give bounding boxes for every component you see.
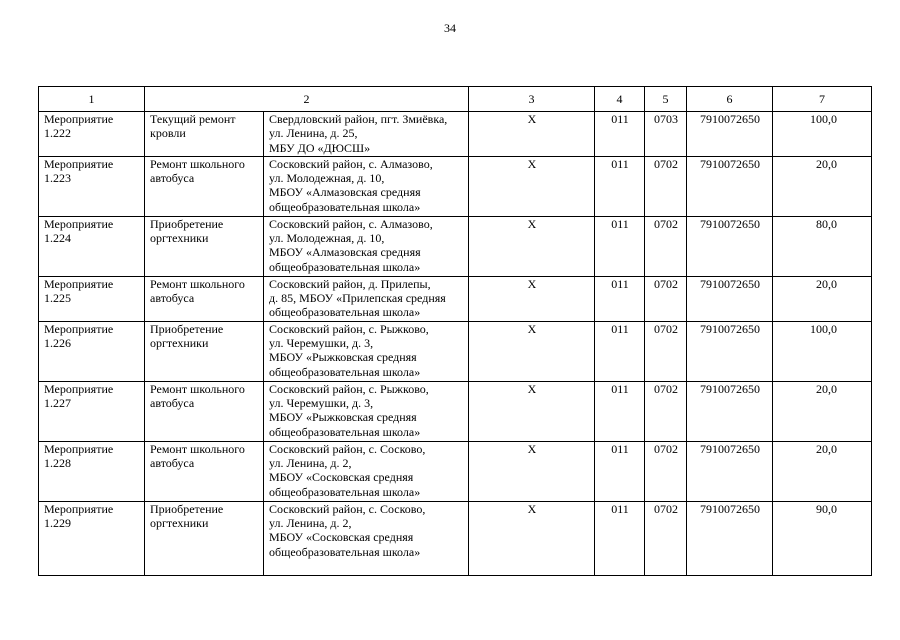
amount-cell-text: 80,0	[816, 216, 837, 231]
amount-cell	[773, 381, 872, 441]
event-cell	[39, 276, 145, 321]
event-cell	[39, 381, 145, 441]
work-cell-text: Приобретение оргтехники	[150, 501, 224, 531]
mark-cell-text: Х	[527, 321, 537, 336]
mark-cell	[469, 156, 595, 216]
section-cell	[645, 156, 687, 216]
mark-cell	[469, 321, 595, 381]
table-header-row	[39, 87, 872, 112]
code-cell	[595, 216, 645, 276]
work-cell-text: Ремонт школьного автобуса	[150, 276, 245, 306]
target-code-cell	[687, 156, 773, 216]
target-code-cell	[687, 501, 773, 575]
mark-cell-text: Х	[527, 156, 537, 171]
amount-cell-text: 20,0	[816, 276, 837, 291]
amount-cell-text: 20,0	[816, 381, 837, 396]
work-cell	[145, 112, 264, 157]
amount-cell-text: 100,0	[810, 112, 837, 126]
mark-cell-text: Х	[527, 501, 537, 516]
code-cell-text: 011	[611, 441, 629, 456]
mark-cell-text: Х	[527, 381, 537, 396]
code-cell-text: 011	[611, 216, 629, 231]
work-cell-text: Ремонт школьного автобуса	[150, 381, 245, 411]
target-code-cell	[687, 381, 773, 441]
code-cell-text: 011	[611, 276, 629, 291]
code-cell	[595, 276, 645, 321]
code-cell	[595, 321, 645, 381]
mark-cell	[469, 381, 595, 441]
table-row	[39, 156, 872, 216]
event-cell	[39, 501, 145, 575]
target-code-cell-text: 7910072650	[700, 216, 760, 231]
target-code-cell	[687, 441, 773, 501]
target-code-cell	[687, 216, 773, 276]
address-cell	[264, 112, 469, 157]
address-cell	[264, 276, 469, 321]
section-cell-text: 0702	[654, 321, 678, 336]
address-cell-text: Сосковский район, с. Сосково, ул. Ленина, д. 2, МБОУ «Сосковская средняя общеобразовательная школа»	[269, 501, 426, 559]
section-cell	[645, 381, 687, 441]
mark-cell	[469, 501, 595, 575]
work-cell-text: Текущий ремонт кровли	[150, 112, 236, 141]
target-code-cell	[687, 112, 773, 157]
amount-cell	[773, 276, 872, 321]
work-cell-text: Приобретение оргтехники	[150, 216, 224, 246]
amount-cell-text: 100,0	[810, 321, 837, 336]
mark-cell-text: Х	[527, 216, 537, 231]
address-cell-text: Сосковский район, с. Рыжково, ул. Черемушки, д. 3, МБОУ «Рыжковская средняя общеобразовательная школа»	[269, 321, 429, 379]
table-row	[39, 321, 872, 381]
event-cell-text: Мероприятие 1.223	[44, 156, 114, 186]
work-cell	[145, 276, 264, 321]
event-cell-text: Мероприятие 1.227	[44, 381, 114, 411]
code-cell	[595, 501, 645, 575]
mark-cell	[469, 112, 595, 157]
target-code-cell	[687, 276, 773, 321]
target-code-cell-text: 7910072650	[700, 276, 760, 291]
budget-table	[38, 86, 872, 576]
section-cell-text: 0702	[654, 276, 678, 291]
table-row	[39, 501, 872, 575]
table-row	[39, 216, 872, 276]
code-cell	[595, 156, 645, 216]
target-code-cell-text: 7910072650	[700, 156, 760, 171]
mark-cell	[469, 441, 595, 501]
amount-cell	[773, 156, 872, 216]
amount-cell-text: 20,0	[816, 441, 837, 456]
target-code-cell-text: 7910072650	[700, 441, 760, 456]
header-cell-6: 6	[687, 87, 773, 112]
table-row	[39, 441, 872, 501]
section-cell	[645, 321, 687, 381]
code-cell	[595, 441, 645, 501]
work-cell	[145, 501, 264, 575]
work-cell	[145, 381, 264, 441]
mark-cell	[469, 276, 595, 321]
address-cell	[264, 381, 469, 441]
work-cell-text: Ремонт школьного автобуса	[150, 441, 245, 471]
event-cell-text: Мероприятие 1.224	[44, 216, 114, 246]
address-cell	[264, 216, 469, 276]
event-cell-text: Мероприятие 1.222	[44, 112, 114, 141]
target-code-cell	[687, 321, 773, 381]
amount-cell-text: 20,0	[816, 156, 837, 171]
header-cell-7: 7	[773, 87, 872, 112]
table-row	[39, 381, 872, 441]
code-cell	[595, 112, 645, 157]
header-cell-4: 4	[595, 87, 645, 112]
section-cell-text: 0703	[654, 112, 678, 126]
amount-cell	[773, 501, 872, 575]
work-cell-text: Приобретение оргтехники	[150, 321, 224, 351]
section-cell-text: 0702	[654, 156, 678, 171]
amount-cell	[773, 216, 872, 276]
section-cell	[645, 276, 687, 321]
section-cell-text: 0702	[654, 216, 678, 231]
event-cell	[39, 321, 145, 381]
table-row	[39, 112, 872, 157]
table-row	[39, 276, 872, 321]
section-cell	[645, 501, 687, 575]
mark-cell-text: Х	[527, 112, 537, 126]
code-cell-text: 011	[611, 381, 629, 396]
address-cell-text: Сосковский район, с. Рыжково, ул. Черемушки, д. 3, МБОУ «Рыжковская средняя общеобразовательная школа»	[269, 381, 429, 439]
section-cell-text: 0702	[654, 441, 678, 456]
address-cell-text: Сосковский район, с. Алмазово, ул. Молодежная, д. 10, МБОУ «Алмазовская средняя общеобразовательная школа»	[269, 216, 433, 274]
page-number: 34	[444, 21, 456, 35]
event-cell-text: Мероприятие 1.228	[44, 441, 114, 471]
target-code-cell-text: 7910072650	[700, 321, 760, 336]
section-cell	[645, 216, 687, 276]
event-cell	[39, 441, 145, 501]
amount-cell	[773, 112, 872, 157]
section-cell-text: 0702	[654, 381, 678, 396]
amount-cell	[773, 441, 872, 501]
amount-cell-text: 90,0	[816, 501, 837, 516]
address-cell	[264, 321, 469, 381]
code-cell-text: 011	[611, 321, 629, 336]
header-cell-5: 5	[645, 87, 687, 112]
work-cell	[145, 216, 264, 276]
target-code-cell-text: 7910072650	[700, 501, 760, 516]
code-cell-text: 011	[611, 112, 629, 126]
address-cell-text: Сосковский район, д. Прилепы, д. 85, МБОУ «Прилепская средняя общеобразовательная школа»	[269, 276, 446, 320]
section-cell	[645, 112, 687, 157]
code-cell-text: 011	[611, 156, 629, 171]
code-cell	[595, 381, 645, 441]
work-cell	[145, 156, 264, 216]
header-cell-3: 3	[469, 87, 595, 112]
mark-cell-text: Х	[527, 276, 537, 291]
header-cell-2: 2	[145, 87, 469, 112]
target-code-cell-text: 7910072650	[700, 112, 760, 126]
section-cell-text: 0702	[654, 501, 678, 516]
event-cell-text: Мероприятие 1.225	[44, 276, 114, 306]
code-cell-text: 011	[611, 501, 629, 516]
work-cell-text: Ремонт школьного автобуса	[150, 156, 245, 186]
header-cell-1: 1	[39, 87, 145, 112]
event-cell	[39, 216, 145, 276]
address-cell-text: Сосковский район, с. Сосково, ул. Ленина, д. 2, МБОУ «Сосковская средняя общеобразовательная школа»	[269, 441, 426, 499]
event-cell	[39, 112, 145, 157]
section-cell	[645, 441, 687, 501]
event-cell-text: Мероприятие 1.226	[44, 321, 114, 351]
address-cell-text: Сосковский район, с. Алмазово, ул. Молодежная, д. 10, МБОУ «Алмазовская средняя общеобразовательная школа»	[269, 156, 433, 214]
event-cell	[39, 156, 145, 216]
mark-cell-text: Х	[527, 441, 537, 456]
work-cell	[145, 441, 264, 501]
amount-cell	[773, 321, 872, 381]
address-cell-text: Свердловский район, пгт. Змиёвка, ул. Ленина, д. 25, МБУ ДО «ДЮСШ»	[269, 112, 448, 155]
address-cell	[264, 441, 469, 501]
event-cell-text: Мероприятие 1.229	[44, 501, 114, 531]
target-code-cell-text: 7910072650	[700, 381, 760, 396]
address-cell	[264, 501, 469, 575]
work-cell	[145, 321, 264, 381]
mark-cell	[469, 216, 595, 276]
address-cell	[264, 156, 469, 216]
